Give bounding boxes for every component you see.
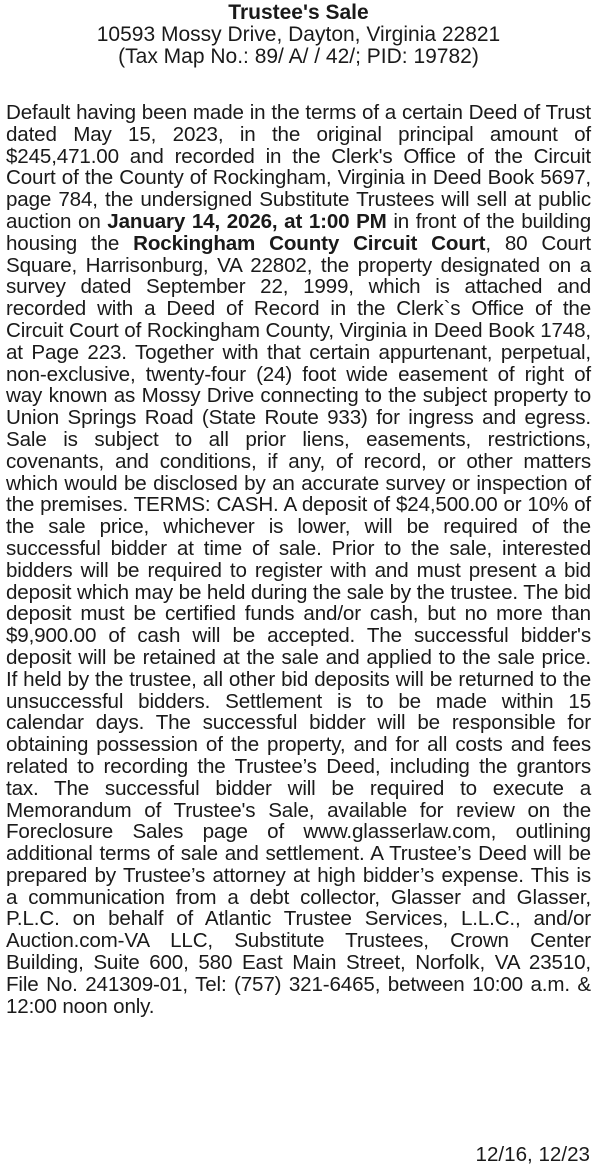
notice-header	[6, 2, 591, 68]
body-text-part-1: Default having been made in the terms of a certain Deed of Trust dated May 15, 2023, in the original principal amount of $245,471.00 and recorded in the Clerk's Office of the Circuit Court of the County of Rockingham, Virginia in Deed Book 5697, page 784, the undersigned Substitute Trustees will sell at public auction on	[6, 101, 591, 233]
body-text-part-2: in front of the building housing the	[6, 209, 592, 255]
notice-title: Trustee's Sale	[228, 1, 369, 24]
publication-dates: 12/16, 12/23	[475, 1143, 590, 1166]
sale-date-time: January 14, 2026, at 1:00 PM	[107, 209, 387, 233]
sale-location: Rockingham County Circuit Court	[133, 231, 486, 255]
body-text-part-3: , 80 Court Square, Harrisonburg, VA 22802, the property designated on a survey dated September 22, 1999, which is attached and recorded with a Deed of Record in the Clerk`s Office of the Circuit Court of Rockingham County, Virginia in Deed Book 1748, at Page 223. Together with that certain appurtenant, perpetual, non-exclusive, twenty-four (24) foot wide easement of right of way known as Mossy Drive connecting to the subject property to Union Springs Road (State Route 933) for ingress and egress. Sale is subject to all prior liens, easements, restrictions, covenants, and conditions, if any, of record, or other matters which would be disclosed by an accurate survey or inspection of the premises. TERMS: CASH. A deposit of $24,500.00 or 10% of the sale price, whichever is lower, will be required of the successful bidder at time of sale. Prior to the sale, interested bidders will be required to register with and must present a bid deposit which may be held during the sale by the trustee. The bid deposit must be certified funds and/or cash, but no more than $9,900.00 of cash will be accepted. The successful bidder's deposit will be retained at the sale and applied to the sale price. If held by the trustee, all other bid deposits will be returned to the unsuccessful bidders. Settlement is to be made within 15 calendar days. The successful bidder will be responsible for obtaining possession of the property, and for all costs and fees related to recording the Trustee’s Deed, including the grantors tax. The successful bidder will be required to execute a Memorandum of Trustee's Sale, available for review on the Foreclosure Sales page of www.glasserlaw.com, outlining additional terms of sale and settlement. A Trustee’s Deed will be prepared by Trustee’s attorney at high bidder’s expense. This is a communication from a debt collector, Glasser and Glasser, P.L.C. on behalf of Atlantic Trustee Services, L.L.C., and/or Auction.com-VA LLC, Substitute Trustees, Crown Center Building, Suite 600, 580 East Main Street, Norfolk, VA 23510, File No. 241309-01, Tel: (757) 321-6465, between 10:00 a.m. & 12:00 noon only.	[6, 231, 591, 1018]
property-address: 10593 Mossy Drive, Dayton, Virginia 22821	[96, 23, 501, 46]
tax-map-info: (Tax Map No.: 89/ A/ / 42/; PID: 19782)	[118, 45, 479, 68]
notice-body	[6, 102, 591, 1017]
